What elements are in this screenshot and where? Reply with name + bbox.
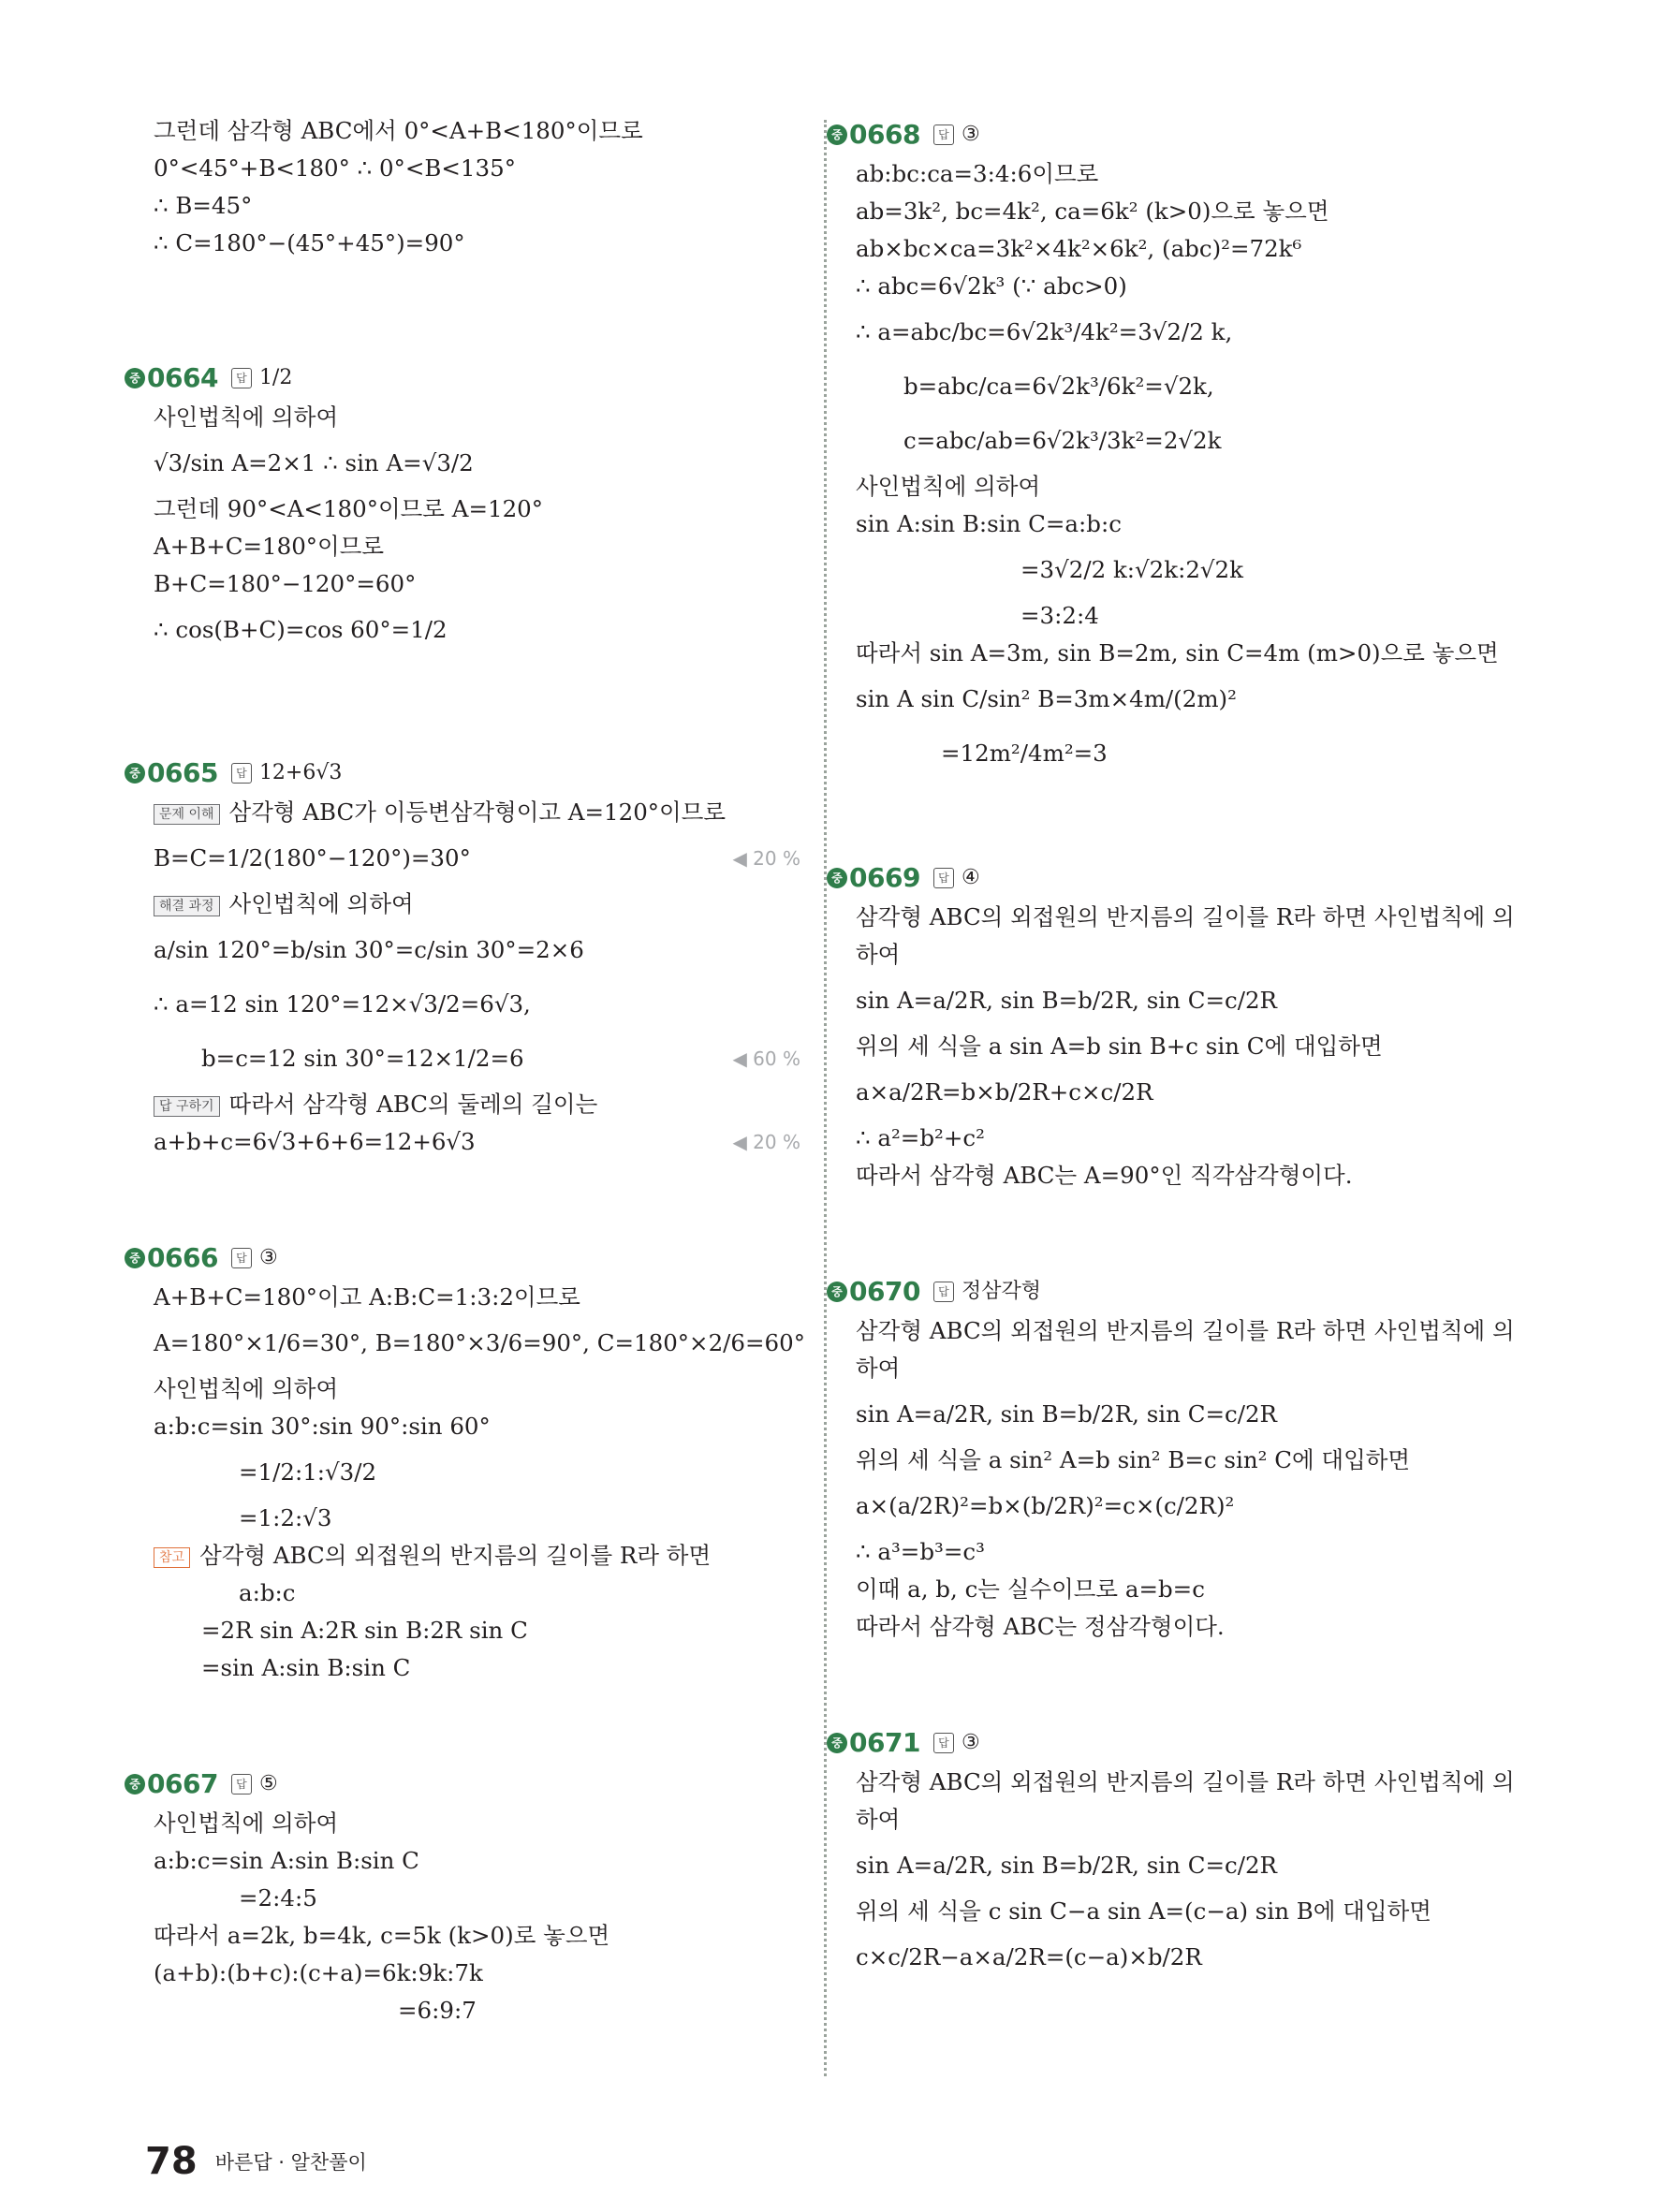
solution-line xyxy=(847,1533,1521,1571)
line-text: a:b:c=sin 30°:sin 90°:sin 60° xyxy=(154,1413,491,1440)
line-text: b=c=12 sin 30°=12×1/2=6 xyxy=(201,1045,524,1072)
line-text: 따라서 삼각형 ABC는 정삼각형이다. xyxy=(856,1613,1225,1640)
line-text: sin A=a/2R, sin B=b/2R, sin C=c/2R xyxy=(856,1852,1277,1879)
solution-line xyxy=(847,899,1521,936)
solution-line xyxy=(145,1649,800,1687)
answer-value: 1/2 xyxy=(258,365,293,389)
line-text: 하여 xyxy=(856,941,901,968)
solution-line xyxy=(847,193,1521,230)
left-column xyxy=(129,112,805,2029)
solution-line xyxy=(847,543,1521,597)
solution-line xyxy=(847,1387,1521,1442)
solution-line xyxy=(145,150,800,187)
score-percent: ◀ 20 % xyxy=(732,847,800,870)
page-number: 78 xyxy=(145,2140,198,2183)
answer-value: ③ xyxy=(961,1730,980,1754)
solution-line xyxy=(847,505,1521,543)
solution-line xyxy=(145,886,800,923)
answer-mark: 답 xyxy=(231,368,252,388)
solution-line xyxy=(847,1479,1521,1533)
solution-line xyxy=(847,936,1521,974)
line-text: =3√2/2 k:√2k:2√2k xyxy=(1020,556,1243,583)
line-text: 그런데 90°<A<180°이므로 A=120° xyxy=(154,495,543,522)
line-text: 위의 세 식을 a sin A=b sin B+c sin C에 대입하면 xyxy=(856,1033,1383,1060)
answer-value: ④ xyxy=(961,865,980,889)
line-text: =12m²/4m²=3 xyxy=(941,740,1108,767)
section-gap xyxy=(847,781,1521,856)
line-text: a+b+c=6√3+6+6=12+6√3 xyxy=(154,1128,476,1155)
line-text: 사인법칙에 의하여 xyxy=(154,403,339,431)
problem-number: 0669 xyxy=(849,861,920,893)
line-text: =6:9:7 xyxy=(398,1997,477,2024)
solution-line xyxy=(847,1157,1521,1194)
solution-line xyxy=(145,831,800,886)
section-gap xyxy=(145,1161,800,1236)
answer-value: 정삼각형 xyxy=(961,1279,1041,1303)
section-gap xyxy=(145,262,800,356)
solution-line xyxy=(847,597,1521,635)
difficulty-badge: 중 xyxy=(827,868,847,888)
solution-line xyxy=(847,359,1521,414)
solution-line xyxy=(145,1123,800,1161)
line-text: a:b:c xyxy=(239,1579,296,1606)
difficulty-badge: 중 xyxy=(125,368,145,388)
solution-line xyxy=(145,565,800,603)
solution-line xyxy=(847,305,1521,359)
solution-line xyxy=(847,635,1521,672)
line-text: 삼각형 ABC의 외접원의 반지름의 길이를 R라 하면 사인법칙에 의 xyxy=(856,1317,1515,1344)
line-text: ∴ a³=b³=c³ xyxy=(856,1538,985,1565)
solution-line xyxy=(847,974,1521,1028)
step-tag: 문제 이해 xyxy=(154,804,220,825)
solution-line xyxy=(847,1350,1521,1387)
answer-value: ⑤ xyxy=(258,1771,278,1795)
solution-line xyxy=(847,155,1521,193)
line-text: 따라서 a=2k, b=4k, c=5k (k>0)로 놓으면 xyxy=(154,1922,610,1949)
answer-value: ③ xyxy=(961,122,980,146)
solution-line xyxy=(847,1608,1521,1646)
problem-header xyxy=(125,751,800,794)
solution-line xyxy=(847,1065,1521,1120)
solution-line xyxy=(145,1917,800,1955)
line-text: A+B+C=180°이므로 xyxy=(154,533,385,560)
line-text: ∴ abc=6√2k³ (∵ abc>0) xyxy=(856,272,1127,300)
difficulty-badge: 중 xyxy=(125,1248,145,1268)
answer-mark: 답 xyxy=(231,1248,252,1268)
solution-line xyxy=(847,1312,1521,1350)
line-text: 삼각형 ABC의 외접원의 반지름의 길이를 R라 하면 사인법칙에 의 xyxy=(856,903,1515,930)
solution-line xyxy=(847,1028,1521,1065)
line-text: ∴ B=45° xyxy=(154,192,253,219)
line-text: 삼각형 ABC가 이등변삼각형이고 A=120°이므로 xyxy=(228,798,727,826)
section-gap xyxy=(847,1194,1521,1269)
solution-line xyxy=(145,112,800,150)
solution-line xyxy=(847,414,1521,468)
line-text: ∴ C=180°−(45°+45°)=90° xyxy=(154,229,465,256)
problem-number: 0667 xyxy=(147,1767,218,1799)
section-gap xyxy=(145,657,800,751)
solution-line xyxy=(847,268,1521,305)
line-text: A=180°×1/6=30°, B=180°×3/6=90°, C=180°×2/6=60° xyxy=(154,1329,805,1356)
difficulty-badge: 중 xyxy=(827,1282,847,1302)
solution-line xyxy=(847,1801,1521,1838)
problem-number: 0665 xyxy=(147,756,218,788)
column-divider xyxy=(824,120,827,2076)
solution-line xyxy=(847,1930,1521,1985)
problem-header xyxy=(125,1762,800,1805)
answer-value: 12+6√3 xyxy=(258,760,343,784)
solution-line xyxy=(145,1445,800,1500)
line-text: 따라서 sin A=3m, sin B=2m, sin C=4m (m>0)으로 놓으면 xyxy=(856,639,1499,667)
solution-line xyxy=(145,1842,800,1880)
solution-line xyxy=(847,1120,1521,1157)
line-text: 위의 세 식을 c sin C−a sin A=(c−a) sin B에 대입하면 xyxy=(856,1897,1431,1925)
step-tag: 해결 과정 xyxy=(154,896,220,916)
line-text: 0°<45°+B<180° ∴ 0°<B<135° xyxy=(154,154,516,182)
solution-line xyxy=(145,1279,800,1316)
solution-line xyxy=(847,1893,1521,1930)
solution-line xyxy=(145,1086,800,1123)
line-text: ab×bc×ca=3k²×4k²×6k², (abc)²=72k⁶ xyxy=(856,235,1302,262)
solution-line xyxy=(847,1442,1521,1479)
problem-number: 0671 xyxy=(849,1726,920,1758)
line-text: sin A=a/2R, sin B=b/2R, sin C=c/2R xyxy=(856,987,1277,1014)
answer-mark: 답 xyxy=(933,125,954,145)
line-text: 삼각형 ABC의 외접원의 반지름의 길이를 R라 하면 xyxy=(199,1542,712,1569)
problem-number: 0670 xyxy=(849,1275,920,1307)
line-text: 하여 xyxy=(856,1806,901,1833)
line-text: a×(a/2R)²=b×(b/2R)²=c×(c/2R)² xyxy=(856,1492,1235,1519)
line-text: √3/sin A=2×1 ∴ sin A=√3/2 xyxy=(154,449,474,476)
solution-line xyxy=(145,1955,800,1992)
problem-number: 0668 xyxy=(849,118,920,150)
solution-line xyxy=(145,399,800,436)
line-text: 이때 a, b, c는 실수이므로 a=b=c xyxy=(856,1575,1205,1603)
answer-mark: 답 xyxy=(231,763,252,784)
solution-line xyxy=(145,436,800,491)
solution-line xyxy=(847,672,1521,726)
solution-line xyxy=(145,794,800,831)
line-text: sin A:sin B:sin C=a:b:c xyxy=(856,510,1122,537)
section-gap xyxy=(145,1687,800,1762)
line-text: =1/2:1:√3/2 xyxy=(239,1458,377,1486)
solution-line xyxy=(145,1805,800,1842)
solution-line xyxy=(847,1838,1521,1893)
line-text: ab=3k², bc=4k², ca=6k² (k>0)으로 놓으면 xyxy=(856,198,1329,225)
line-text: 따라서 삼각형 ABC의 둘레의 길이는 xyxy=(228,1091,598,1118)
solution-line xyxy=(145,491,800,528)
line-text: 사인법칙에 의하여 xyxy=(154,1375,339,1402)
line-text: 사인법칙에 의하여 xyxy=(154,1809,339,1837)
line-text: ∴ a=12 sin 120°=12×√3/2=6√3, xyxy=(154,990,531,1018)
right-column xyxy=(831,112,1521,1985)
solution-line xyxy=(847,468,1521,505)
solution-line xyxy=(847,1571,1521,1608)
step-tag: 참고 xyxy=(154,1547,190,1568)
line-text: B+C=180°−120°=60° xyxy=(154,570,417,597)
solution-line xyxy=(145,1575,800,1612)
answer-mark: 답 xyxy=(933,1282,954,1302)
solution-line xyxy=(145,603,800,657)
section-gap xyxy=(847,1646,1521,1721)
line-text: a×a/2R=b×b/2R+c×c/2R xyxy=(856,1078,1153,1106)
solution-line xyxy=(145,1370,800,1408)
line-text: =sin A:sin B:sin C xyxy=(201,1654,411,1681)
difficulty-badge: 중 xyxy=(125,1774,145,1795)
solution-line xyxy=(145,1032,800,1086)
line-text: ∴ cos(B+C)=cos 60°=1/2 xyxy=(154,616,448,643)
answer-mark: 답 xyxy=(933,1733,954,1753)
book-title: 바른답 · 알찬풀이 xyxy=(214,2151,367,2174)
solution-line xyxy=(847,230,1521,268)
line-text: ab:bc:ca=3:4:6이므로 xyxy=(856,160,1099,187)
problem-header xyxy=(125,356,800,399)
line-text: b=abc/ca=6√2k³/6k²=√2k, xyxy=(903,373,1214,400)
line-text: a:b:c=sin A:sin B:sin C xyxy=(154,1847,419,1874)
solution-line xyxy=(145,187,800,225)
line-text: B=C=1/2(180°−120°)=30° xyxy=(154,844,471,872)
line-text: a/sin 120°=b/sin 30°=c/sin 30°=2×6 xyxy=(154,936,584,963)
line-text: =3:2:4 xyxy=(1020,602,1099,629)
difficulty-badge: 중 xyxy=(827,1733,847,1753)
problem-header xyxy=(827,112,1521,155)
difficulty-badge: 중 xyxy=(125,763,145,784)
solution-line xyxy=(145,1992,800,2029)
solution-line xyxy=(145,1612,800,1649)
solution-line xyxy=(847,1764,1521,1801)
score-percent: ◀ 60 % xyxy=(732,1047,800,1070)
line-text: sin A sin C/sin² B=3m×4m/(2m)² xyxy=(856,685,1237,712)
line-text: c=abc/ab=6√2k³/3k²=2√2k xyxy=(903,427,1222,454)
solution-line xyxy=(145,1408,800,1445)
line-text: =2:4:5 xyxy=(239,1884,317,1912)
answer-value: ③ xyxy=(258,1245,278,1269)
problem-number: 0664 xyxy=(147,361,218,393)
problem-header xyxy=(827,1269,1521,1312)
solution-line xyxy=(145,225,800,262)
line-text: 사인법칙에 의하여 xyxy=(228,890,414,917)
line-text: 삼각형 ABC의 외접원의 반지름의 길이를 R라 하면 사인법칙에 의 xyxy=(856,1768,1515,1795)
difficulty-badge: 중 xyxy=(827,125,847,145)
solution-line xyxy=(145,1500,800,1537)
answer-mark: 답 xyxy=(933,868,954,888)
solution-line xyxy=(145,1316,805,1370)
line-text: c×c/2R−a×a/2R=(c−a)×b/2R xyxy=(856,1943,1202,1970)
solution-line xyxy=(145,977,800,1032)
line-text: (a+b):(b+c):(c+a)=6k:9k:7k xyxy=(154,1959,483,1986)
score-percent: ◀ 20 % xyxy=(732,1131,800,1153)
line-text: =1:2:√3 xyxy=(239,1504,332,1531)
page-footer xyxy=(145,2140,367,2183)
line-text: 위의 세 식을 a sin² A=b sin² B=c sin² C에 대입하면 xyxy=(856,1446,1411,1473)
solution-line xyxy=(847,726,1521,781)
problem-header xyxy=(125,1236,800,1279)
problem-header xyxy=(827,1721,1521,1764)
line-text: sin A=a/2R, sin B=b/2R, sin C=c/2R xyxy=(856,1400,1277,1428)
solution-line xyxy=(145,1537,800,1575)
problem-number: 0666 xyxy=(147,1241,218,1273)
line-text: 하여 xyxy=(856,1355,901,1382)
solution-line xyxy=(145,1880,800,1917)
line-text: 따라서 삼각형 ABC는 A=90°인 직각삼각형이다. xyxy=(856,1162,1353,1189)
solution-line xyxy=(145,923,800,977)
solution-line xyxy=(145,528,800,565)
step-tag: 답 구하기 xyxy=(154,1096,220,1117)
line-text: ∴ a=abc/bc=6√2k³/4k²=3√2/2 k, xyxy=(856,318,1233,345)
line-text: ∴ a²=b²+c² xyxy=(856,1124,985,1151)
line-text: 사인법칙에 의하여 xyxy=(856,473,1041,500)
answer-mark: 답 xyxy=(231,1774,252,1795)
line-text: A+B+C=180°이고 A:B:C=1:3:2이므로 xyxy=(154,1283,580,1311)
line-text: =2R sin A:2R sin B:2R sin C xyxy=(201,1617,528,1644)
line-text: 그런데 삼각형 ABC에서 0°<A+B<180°이므로 xyxy=(154,117,643,144)
problem-header xyxy=(827,856,1521,899)
